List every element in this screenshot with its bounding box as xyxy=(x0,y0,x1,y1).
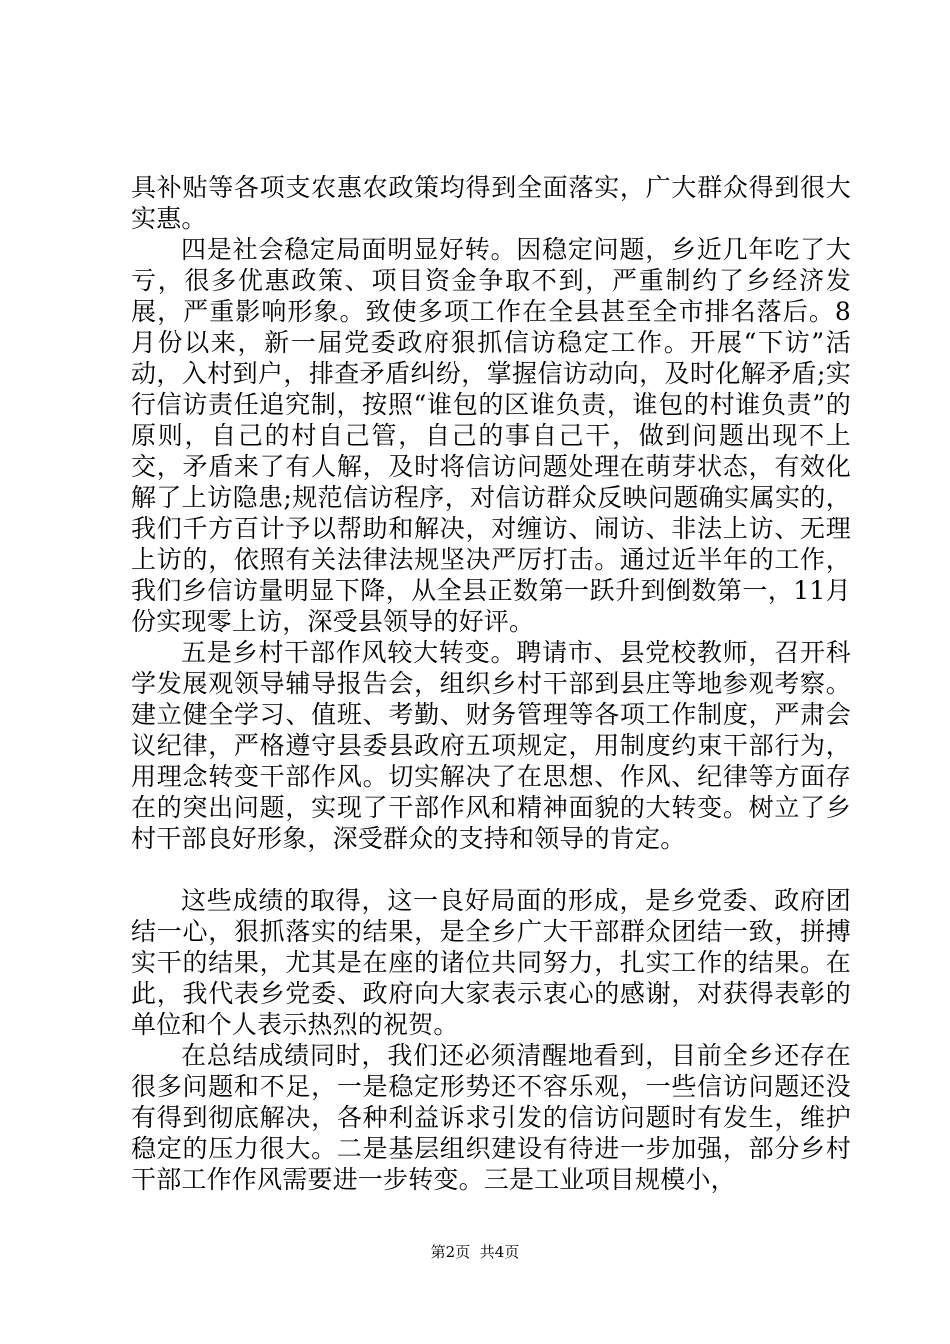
footer-page-prefix: 第 xyxy=(430,1243,446,1261)
footer-total-pages: 4 xyxy=(494,1243,505,1261)
paragraph-continuation: 具补贴等各项支农惠农政策均得到全面落实，广大群众得到很大实惠。 xyxy=(131,173,851,233)
paragraph-social-stability: 四是社会稳定局面明显好转。因稳定问题，乡近几年吃了大亏，很多优惠政策、项目资金争取不到，严重制约了乡经济发展，严重影响形象。致使多项工作在全县甚至全市排名落后。8月份以来，新一届党委政府狠抓信访稳定工作。开展“下访”活动，入村到户，排查矛盾纠纷，掌握信访动向，及时化解矛盾;实行信访责任追究制，按照“谁包的区谁负责，谁包的村谁负责”的原则，自己的村自己管，自己的事自己干，做到问题出现不上交，矛盾来了有人解，及时将信访问题处理在萌芽状态，有效化解了上访隐患;规范信访程序，对信访群众反映问题确实属实的，我们千方百计予以帮助和解决，对缠访、闹访、非法上访、无理上访的，依照有关法律法规坚决严厉打击。通过近半年的工作，我们乡信访量明显下降，从全县正数第一跃升到倒数第一，11月份实现零上访，深受县领导的好评。 xyxy=(131,235,851,636)
paragraph-achievements: 这些成绩的取得，这一良好局面的形成，是乡党委、政府团结一心，狠抓落实的结果，是全乡广大干部群众团结一致，拼搏实干的结果，尤其是在座的诸位共同努力，扎实工作的结果。在此，我代表乡党委、政府向大家表示衷心的感谢，对获得表彰的单位和个人表示热烈的祝贺。 xyxy=(131,886,851,1039)
paragraph-spacer xyxy=(131,854,851,885)
footer-page-suffix: 页 xyxy=(504,1243,520,1261)
paragraph-problems: 在总结成绩同时，我们还必须清醒地看到，目前全乡还存在很多问题和不足，一是稳定形势还不容乐观，一些信访问题还没有得到彻底解决，各种利益诉求引发的信访问题时有发生，维护稳定的压力很大。二是基层组织建设有待进一步加强，部分乡村干部工作作风需要进一步转变。三是工业项目规模小， xyxy=(131,1041,851,1194)
footer-page-number: 2 xyxy=(445,1243,456,1261)
paragraph-cadre-style: 五是乡村干部作风较大转变。聘请市、县党校教师，召开科学发展观领导辅导报告会，组织乡村干部到县庄等地参观考察。建立健全学习、值班、考勤、财务管理等各项工作制度，严肃会议纪律，严格遵守县委县政府五项规定，用制度约束干部行为，用理念转变干部作风。切实解决了在思想、作风、纪律等方面存在的突出问题，实现了干部作风和精神面貌的大转变。树立了乡村干部良好形象，深受群众的支持和领导的肯定。 xyxy=(131,638,851,853)
document-body xyxy=(131,172,851,1195)
footer-page-mid: 页 共 xyxy=(455,1243,495,1261)
page-footer xyxy=(0,1242,950,1262)
